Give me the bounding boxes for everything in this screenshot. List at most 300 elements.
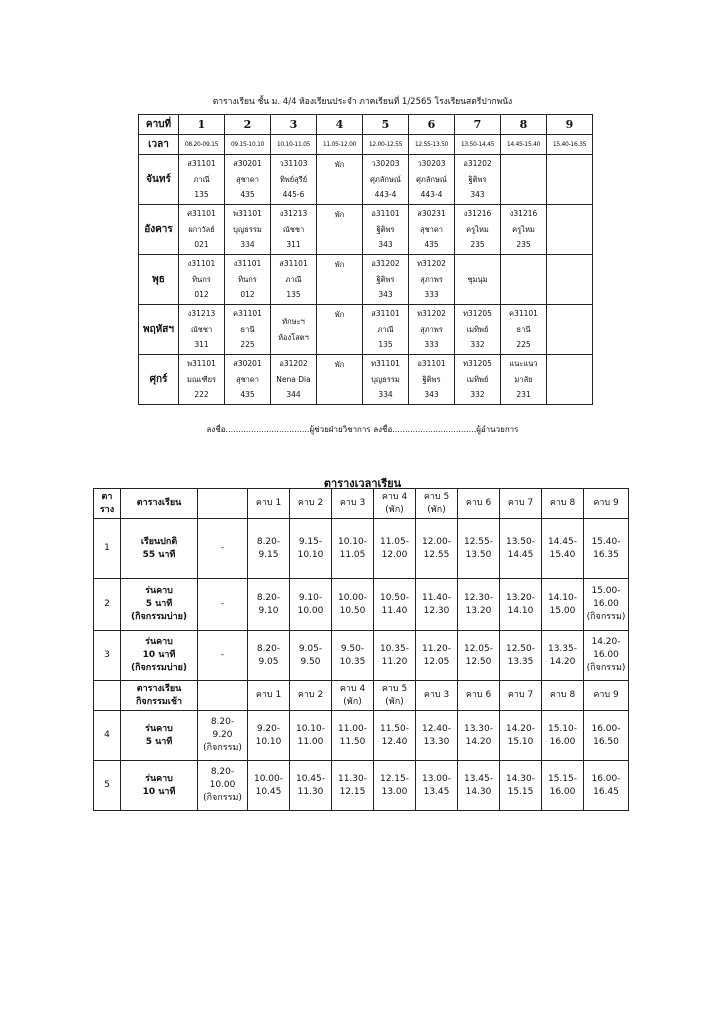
header-line: คาบ 7 — [507, 498, 534, 508]
time-line: 10.10 — [297, 549, 324, 560]
time-line: 14.10 — [507, 605, 534, 616]
slot-line: 332 — [470, 390, 485, 400]
slot-line: ว30203 — [417, 159, 446, 169]
header-line: คาบ 7 — [507, 690, 534, 700]
break-cell: พัก — [317, 255, 363, 305]
slot-line: 012 — [194, 290, 209, 300]
period-header — [500, 489, 542, 519]
timetable-extra-header — [198, 489, 248, 519]
slot-line: 435 — [240, 190, 255, 200]
header-line: (พัก) — [385, 696, 404, 707]
period-time-cell — [500, 631, 542, 681]
time-line: 10.35 — [339, 656, 366, 667]
class-slot — [455, 355, 501, 405]
time-line: 9.50- — [340, 643, 365, 654]
period-time-cell — [248, 711, 290, 761]
break-cell: พัก — [317, 155, 363, 205]
slot-line: ค31101 — [509, 309, 538, 319]
class-slot — [547, 155, 593, 205]
time-line: 11.40 — [381, 605, 408, 616]
time-line: 13.35- — [547, 643, 577, 654]
slot-line: พ31101 — [233, 209, 262, 219]
slot-line: อ31202 — [279, 359, 308, 369]
label-line: ร่นคาบ — [145, 773, 173, 784]
class-slot — [225, 205, 271, 255]
period-time-cell — [500, 711, 542, 761]
time-line: 9.15- — [298, 536, 323, 547]
header-line: คาบ 6 — [465, 498, 492, 508]
period-number: 8 — [501, 115, 547, 135]
slot-line: 334 — [378, 390, 393, 400]
slot-line: อ31101 — [417, 359, 446, 369]
label-line: ร่นคาบ — [145, 723, 173, 734]
period-time-cell — [374, 579, 416, 631]
time-line: 13.50 — [465, 549, 492, 560]
period-number: 6 — [409, 115, 455, 135]
time-line: 12.50- — [505, 643, 535, 654]
time-line: 12.55- — [463, 536, 493, 547]
class-slot — [455, 205, 501, 255]
period-time: 08.20-09.15 — [179, 135, 225, 155]
period-time-cell — [584, 579, 629, 631]
slot-line: 225 — [240, 340, 255, 350]
slot-line: ครูไหม — [512, 224, 535, 234]
time-line: 13.45- — [463, 773, 493, 784]
period-time-cell — [290, 579, 332, 631]
class-slot — [179, 305, 225, 355]
schedule-header-row — [139, 115, 593, 135]
slot-line: 235 — [470, 240, 485, 250]
slot-line: เมทิพย์ — [466, 324, 489, 334]
period-number: 2 — [225, 115, 271, 135]
day-name: ศุกร์ — [139, 355, 179, 405]
slot-line: ง31213 — [279, 209, 308, 219]
slot-line: 231 — [516, 390, 531, 400]
slot-line: 332 — [470, 340, 485, 350]
header-line: คาบ 1 — [255, 690, 282, 700]
day-name: พุธ — [139, 255, 179, 305]
slot-line: ว30203 — [371, 159, 400, 169]
slot-line: สุภาพร — [420, 324, 443, 334]
header-line: (พัก) — [385, 504, 404, 515]
row-extra — [198, 519, 248, 579]
class-slot — [363, 305, 409, 355]
slot-line: สุภาพร — [420, 274, 443, 284]
time-line: 15.00- — [591, 586, 621, 596]
period-time-cell — [290, 519, 332, 579]
time-line: 12.40 — [381, 736, 408, 747]
period-time-cell — [500, 519, 542, 579]
slot-line: ท31202 — [417, 259, 446, 269]
time-line: 10.10 — [255, 736, 282, 747]
timetable-header-row — [94, 489, 629, 519]
label-line: 5 นาที — [145, 599, 173, 609]
time-line: 15.15- — [547, 773, 577, 784]
label-line: 5 นาที — [145, 736, 173, 747]
class-slot — [501, 305, 547, 355]
schedule-day-row — [139, 205, 593, 255]
class-slot — [363, 205, 409, 255]
class-slot — [547, 305, 593, 355]
period-time-cell — [584, 711, 629, 761]
period-time: 14.45-15.40 — [501, 135, 547, 155]
period-header — [500, 681, 542, 711]
slot-line: อ31202 — [463, 159, 492, 169]
time-line: 12.50 — [465, 656, 492, 667]
class-slot — [179, 205, 225, 255]
time-line: 15.00 — [549, 605, 576, 616]
time-line: 12.00 — [381, 549, 408, 560]
period-header — [584, 489, 629, 519]
class-slot — [547, 355, 593, 405]
period-time-cell — [500, 579, 542, 631]
time-line: 13.20 — [465, 605, 492, 616]
header-line: คาบ 4 — [381, 491, 408, 502]
slot-line: เมทิพย์ — [466, 374, 489, 384]
time-line: 8.20- — [256, 536, 281, 547]
period-time-cell — [248, 519, 290, 579]
time-line: (กิจกรรม) — [203, 793, 242, 803]
label-line: ร่นคาบ — [145, 637, 173, 647]
row-label — [121, 631, 198, 681]
time-line: 11.20- — [421, 643, 451, 654]
label-line: (กิจกรรมบ่าย) — [130, 663, 188, 673]
time-line: 10.10- — [295, 723, 325, 734]
header-line: คาบ 5 — [423, 491, 450, 502]
row-number: 5 — [94, 761, 121, 811]
time-line: 11.00 — [297, 736, 324, 747]
timetable-title: ตารางเวลาเรียน — [323, 477, 402, 490]
time-line: 10.10- — [337, 536, 367, 547]
slot-line: ง31216 — [463, 209, 492, 219]
slot-line: 135 — [194, 190, 209, 200]
time-line: 16.00 — [593, 599, 619, 609]
class-slot — [363, 155, 409, 205]
time-line: 10.00 — [297, 605, 324, 616]
time-line: 16.00- — [591, 773, 621, 784]
slot-line: 311 — [286, 240, 301, 250]
time-line: 16.45 — [593, 786, 619, 797]
class-slot — [179, 355, 225, 405]
slot-line: สุชาดา — [420, 224, 443, 234]
time-line: 15.40 — [549, 549, 576, 560]
time-line: 9.05- — [298, 643, 323, 654]
class-schedule-table — [138, 114, 593, 405]
timetable-row — [94, 761, 629, 811]
slot-line: 235 — [516, 240, 531, 250]
class-slot — [179, 255, 225, 305]
class-slot — [271, 255, 317, 305]
label-line: 10 นาที — [142, 786, 176, 797]
slot-line: ส30231 — [417, 209, 446, 219]
period-number: 5 — [363, 115, 409, 135]
time-line: 10.45 — [255, 786, 282, 797]
slot-line: แนะแนว — [509, 359, 538, 369]
row-label — [121, 519, 198, 579]
period-time-cell — [542, 519, 584, 579]
slot-line: ฐิติพร — [376, 224, 395, 234]
period-time-cell — [458, 519, 500, 579]
slot-line: 135 — [286, 290, 301, 300]
slot-line: ทินกร — [238, 274, 257, 284]
time-line: 11.50- — [379, 723, 409, 734]
time-line: 10.00- — [337, 592, 367, 603]
time-line: 12.00- — [421, 536, 451, 547]
schedule-day-row — [139, 155, 593, 205]
schedule-day-row — [139, 355, 593, 405]
period-time-cell — [416, 519, 458, 579]
slot-line: ส31101 — [187, 159, 216, 169]
class-slot — [271, 355, 317, 405]
period-time-cell — [458, 761, 500, 811]
time-line: 12.15 — [339, 786, 366, 797]
time-line: 12.05 — [423, 656, 450, 667]
header-line: คาบ 8 — [549, 498, 576, 508]
class-slot — [179, 155, 225, 205]
row-number: 2 — [94, 579, 121, 631]
period-number: 4 — [317, 115, 363, 135]
class-slot — [225, 255, 271, 305]
period-time: 11.05-12.00 — [317, 135, 363, 155]
slot-line: อ31101 — [371, 209, 400, 219]
row-label — [121, 579, 198, 631]
slot-line: ศุภลักษณ์ — [416, 174, 447, 184]
slot-line: ง31101 — [187, 259, 216, 269]
time-label: เวลา — [139, 135, 179, 155]
time-line: 16.00 — [549, 786, 576, 797]
slot-line: ธานี — [516, 324, 531, 334]
schedule-day-row — [139, 255, 593, 305]
header-line: คาบ 3 — [339, 498, 366, 508]
time-line: 11.20 — [381, 656, 408, 667]
slot-line: ง31213 — [187, 309, 216, 319]
class-slot — [501, 155, 547, 205]
slot-line: ทินกร — [192, 274, 211, 284]
slot-line: 344 — [286, 390, 301, 400]
time-line: 14.20 — [465, 736, 492, 747]
period-header — [374, 681, 416, 711]
class-slot — [409, 205, 455, 255]
label-line: (กิจกรรมบ่าย) — [130, 612, 188, 622]
time-line: 11.50 — [339, 736, 366, 747]
period-time-cell — [374, 711, 416, 761]
slot-line: ส30201 — [233, 359, 262, 369]
header-line: (พัก) — [427, 504, 446, 515]
header-line: คาบ 3 — [423, 690, 450, 700]
time-line: 13.30- — [463, 723, 493, 734]
class-slot — [409, 255, 455, 305]
time-line: 14.10- — [547, 592, 577, 603]
class-slot — [363, 355, 409, 405]
time-line: 12.40- — [421, 723, 451, 734]
period-number: 9 — [547, 115, 593, 135]
period-time-cell — [416, 761, 458, 811]
period-time: 15.40-16.35 — [547, 135, 593, 155]
period-time-cell — [458, 631, 500, 681]
time-line: 14.20- — [591, 637, 621, 647]
period-header — [290, 489, 332, 519]
period-time: 10.10-11.05 — [271, 135, 317, 155]
class-slot — [409, 355, 455, 405]
period-time-cell — [458, 579, 500, 631]
day-name: อังคาร — [139, 205, 179, 255]
slot-line: สุชาดา — [236, 374, 259, 384]
period-header — [416, 681, 458, 711]
break-cell: พัก — [317, 355, 363, 405]
row-number: 4 — [94, 711, 121, 761]
timetable-row — [94, 631, 629, 681]
period-time: 12.55-13.50 — [409, 135, 455, 155]
time-line: (กิจกรรม) — [203, 743, 242, 753]
time-line: 14.30 — [465, 786, 492, 797]
break-cell: พัก — [317, 205, 363, 255]
period-time-cell — [416, 631, 458, 681]
period-time-cell — [374, 761, 416, 811]
slot-line: Nena Dia — [276, 374, 311, 384]
time-line: 10.45- — [295, 773, 325, 784]
period-time-cell — [290, 761, 332, 811]
slot-line: ห้องโสตฯ — [278, 332, 309, 342]
slot-line: ส31101 — [279, 259, 308, 269]
period-time-cell — [500, 761, 542, 811]
label-line: ร่นคาบ — [145, 586, 173, 596]
slot-line: ผกาวัลย์ — [188, 224, 215, 234]
class-slot — [547, 255, 593, 305]
header-line: กิจกรรมเช้า — [135, 696, 182, 707]
slot-line: ธานี — [240, 324, 255, 334]
header-line: ตา — [101, 491, 113, 502]
class-slot — [225, 355, 271, 405]
slot-line: ท31205 — [463, 359, 492, 369]
slot-line: พ31101 — [187, 359, 216, 369]
label-line: 10 นาที — [142, 650, 176, 660]
time-line: 14.45- — [547, 536, 577, 547]
slot-line: 443-4 — [374, 190, 397, 200]
time-line: 15.10- — [547, 723, 577, 734]
period-number: 1 — [179, 115, 225, 135]
slot-line: ฐิติพร — [376, 274, 395, 284]
time-line: 15.15 — [507, 786, 534, 797]
row-extra — [198, 579, 248, 631]
period-time: 12.00-12.55 — [363, 135, 409, 155]
slot-line: 343 — [470, 190, 485, 200]
slot-line: ภาณี — [285, 274, 302, 284]
slot-line: ส31101 — [371, 309, 400, 319]
period-time-cell — [332, 579, 374, 631]
period-time-cell — [584, 519, 629, 579]
time-line: 14.30- — [505, 773, 535, 784]
slot-line: มณเฑียร — [186, 374, 217, 384]
slot-line: 343 — [378, 240, 393, 250]
slot-line: ภาณี — [193, 174, 210, 184]
break-cell: พัก — [317, 305, 363, 355]
period-time-cell — [542, 761, 584, 811]
timetable-no-header — [94, 681, 121, 711]
slot-line: มาลัย — [514, 374, 533, 384]
time-line: (กิจกรรม) — [586, 612, 626, 622]
period-time-cell — [542, 711, 584, 761]
slot-line: ง31101 — [233, 259, 262, 269]
period-time: 09.15-10.10 — [225, 135, 271, 155]
time-line: 13.00- — [421, 773, 451, 784]
period-time-cell — [332, 631, 374, 681]
period-time: 13.50-14.45 — [455, 135, 501, 155]
slot-line: ว31103 — [279, 159, 308, 169]
period-header — [542, 681, 584, 711]
period-time-cell — [416, 579, 458, 631]
period-header — [332, 489, 374, 519]
period-time-cell — [248, 761, 290, 811]
time-line: 13.45 — [423, 786, 450, 797]
slot-line: 222 — [194, 390, 209, 400]
time-line: (กิจกรรม) — [586, 663, 626, 673]
timetable-label-header: ตารางเรียน — [121, 489, 198, 519]
slot-line: ทิพย์สุรีย์ — [279, 174, 308, 184]
period-header — [332, 681, 374, 711]
slot-line: ทักษะฯ — [282, 317, 305, 326]
row-extra — [198, 631, 248, 681]
row-extra — [198, 761, 248, 811]
day-name: จันทร์ — [139, 155, 179, 205]
timetable-header-row — [94, 681, 629, 711]
row-label — [121, 711, 198, 761]
period-header — [542, 489, 584, 519]
slot-line: 443-4 — [420, 190, 443, 200]
schedule-title: ตารางเรียน ชั้น ม. 4/4 ห้องเรียนประจำ ภาคเรียนที่ 1/2565 โรงเรียนสตรีปากพนัง — [212, 97, 513, 107]
time-line: 9.10 — [258, 605, 279, 616]
time-line: 13.00 — [381, 786, 408, 797]
period-time-cell — [542, 579, 584, 631]
header-line: ราง — [99, 504, 115, 515]
period-time-cell — [332, 761, 374, 811]
time-line: 16.50 — [593, 736, 619, 747]
slot-line: 333 — [424, 290, 439, 300]
slot-line: ค31101 — [233, 309, 262, 319]
row-number: 3 — [94, 631, 121, 681]
period-header — [248, 489, 290, 519]
slot-line: ครูไหม — [466, 224, 489, 234]
period-time-cell — [374, 519, 416, 579]
class-slot — [455, 155, 501, 205]
time-line: 12.30 — [423, 605, 450, 616]
slot-line: 334 — [240, 240, 255, 250]
timetable-label-header — [121, 681, 198, 711]
period-time-cell — [332, 711, 374, 761]
class-slot — [409, 155, 455, 205]
period-time-cell — [374, 631, 416, 681]
period-number: 3 — [271, 115, 317, 135]
period-number: 7 — [455, 115, 501, 135]
slot-line: 343 — [424, 390, 439, 400]
timetable-row — [94, 711, 629, 761]
class-slot — [271, 155, 317, 205]
slot-line: ภาณี — [377, 324, 394, 334]
schedule-time-row — [139, 135, 593, 155]
slot-line: 021 — [194, 240, 209, 250]
time-line: 9.20 — [212, 730, 233, 740]
slot-line: ท31205 — [463, 309, 492, 319]
slot-line: บุญธรรม — [233, 224, 262, 234]
time-line: 16.00- — [591, 723, 621, 734]
header-line: (พัก) — [343, 696, 362, 707]
slot-line: 012 — [240, 290, 255, 300]
time-line: 9.50 — [300, 656, 321, 667]
slot-line: 311 — [194, 340, 209, 350]
slot-line: 135 — [378, 340, 393, 350]
slot-line: ท31202 — [417, 309, 446, 319]
time-line: 12.55 — [423, 549, 450, 560]
period-time-cell — [248, 579, 290, 631]
